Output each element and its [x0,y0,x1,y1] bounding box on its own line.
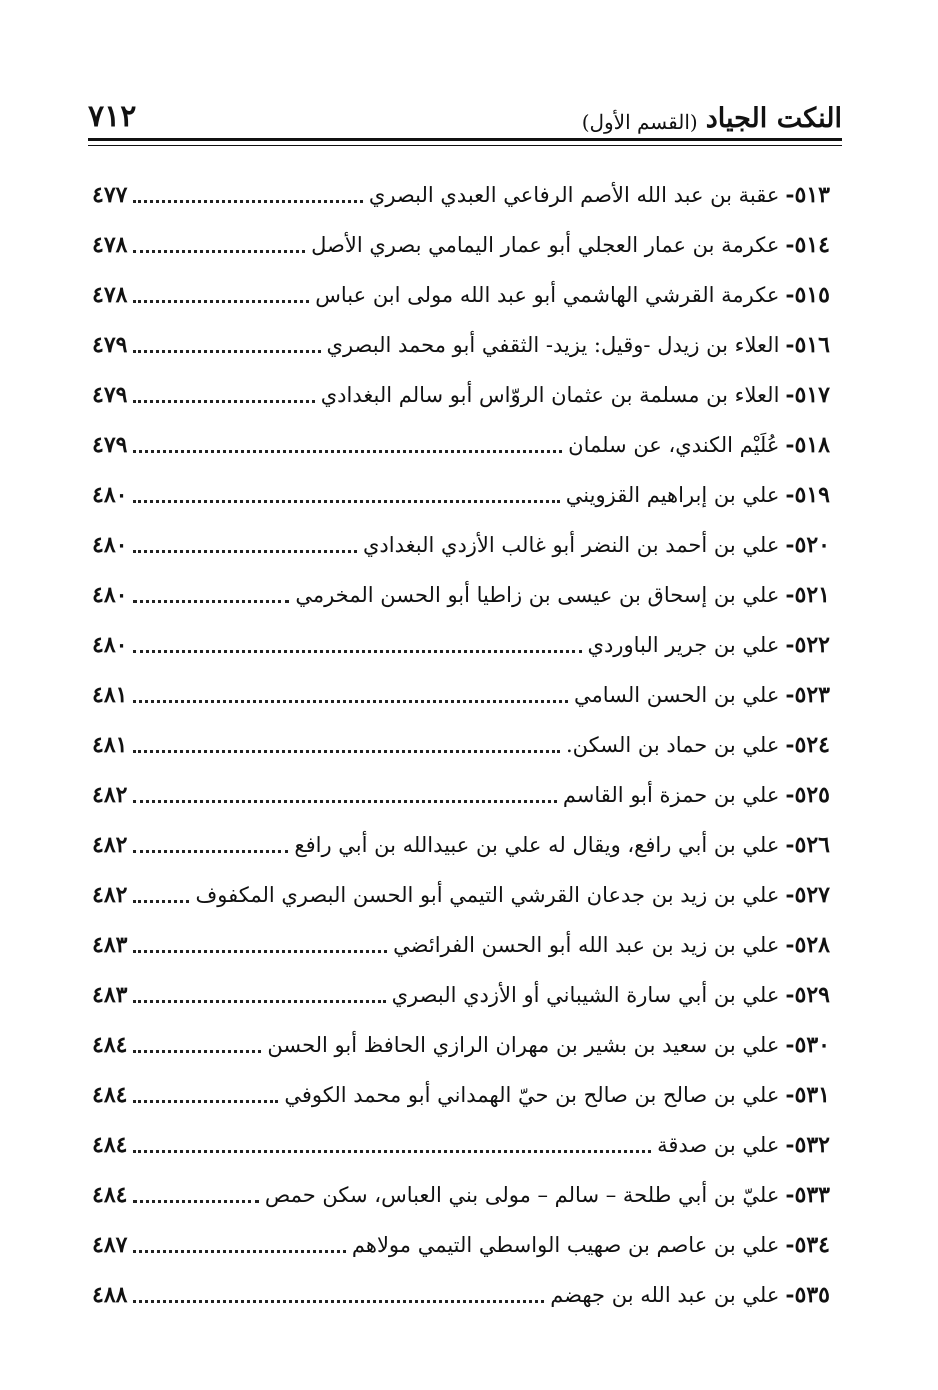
entry-dash: - [785,732,795,758]
entry-page-number: ٤٧٧ [92,182,128,208]
dot-leader [133,950,387,953]
entry-title: علي بن عاصم بن صهيب الواسطي التيمي مولاهم [351,1233,780,1257]
toc-entry [92,1170,830,1220]
running-header [88,86,842,132]
toc-entry [92,1270,830,1320]
entry-page-number: ٤٨٤ [92,1032,128,1058]
entry-dash: - [785,532,795,558]
entry-page-number: ٤٧٩ [92,332,128,358]
entry-page-number: ٤٧٩ [92,382,128,408]
entry-title: علي بن الحسن السامي [573,683,780,707]
entry-dash: - [785,582,795,608]
dot-leader [133,850,288,853]
entry-number: ٥١٣ [794,182,830,208]
toc-entry [92,420,830,470]
dot-leader [133,1250,345,1253]
entry-title: علي بن إسحاق بن عيسى بن زاطيا أبو الحسن المخرمي [295,583,780,607]
entry-number: ٥٣٠ [794,1032,830,1058]
toc-entry [92,970,830,1020]
dot-leader [133,1050,261,1053]
dot-leader [133,300,309,303]
entry-title: العلاء بن زيدل -وقيل: يزيد- الثقفي أبو محمد البصري [326,333,780,357]
entry-page-number: ٤٨٠ [92,632,128,658]
entry-dash: - [785,782,795,808]
entry-number: ٥١٤ [794,232,830,258]
dot-leader [133,400,314,403]
entry-title: عكرمة بن عمار العجلي أبو عمار اليمامي بصري الأصل [311,233,780,257]
dot-leader [133,800,556,803]
entry-dash: - [785,882,795,908]
entry-page-number: ٤٧٩ [92,432,128,458]
entry-title: علي بن أحمد بن النضر أبو غالب الأزدي البغدادي [362,533,780,557]
entry-dash: - [785,432,795,458]
header-rule-thick [88,138,842,141]
entry-number: ٥٢٨ [794,932,830,958]
entry-title: عُلَيْم الكندي، عن سلمان [568,433,780,457]
entry-page-number: ٤٨٨ [92,1282,128,1308]
entry-page-number: ٤٨٣ [92,932,128,958]
entry-number: ٥١٦ [794,332,830,358]
dot-leader [133,200,362,203]
toc-entry [92,870,830,920]
entry-title: علي بن صالح بن صالح بن حيّ الهمداني أبو محمد الكوفي [284,1083,780,1107]
toc-entry [92,470,830,520]
entry-page-number: ٤٨٢ [92,882,128,908]
entry-number: ٥٢٤ [794,732,830,758]
toc-entry [92,670,830,720]
dot-leader [133,650,581,653]
entry-number: ٥٢٥ [794,782,830,808]
entry-title: علي بن عبد الله بن جهضم [550,1283,780,1307]
entry-dash: - [785,632,795,658]
entry-title: علي بن أبي رافع، ويقال له علي بن عبيدالله بن أبي رافع [294,833,780,857]
entry-page-number: ٤٨٢ [92,782,128,808]
dot-leader [133,600,289,603]
entry-page-number: ٤٨٤ [92,1132,128,1158]
toc-entry [92,520,830,570]
toc-entry [92,770,830,820]
toc-entry [92,220,830,270]
entry-page-number: ٤٨٠ [92,582,128,608]
entry-dash: - [785,1282,795,1308]
entry-dash: - [785,932,795,958]
entry-dash: - [785,682,795,708]
entry-number: ٥٢٣ [794,682,830,708]
entry-page-number: ٤٨٢ [92,832,128,858]
toc-entry [92,570,830,620]
toc-entry [92,820,830,870]
dot-leader [133,350,320,353]
entry-title: علي بن حمزة أبو القاسم [562,783,780,807]
entry-title: علي بن زيد بن عبد الله أبو الحسن الفرائضي [393,933,780,957]
entry-title: علي بن حماد بن السكن. [565,733,780,757]
entry-title: علي بن زيد بن جدعان القرشي التيمي أبو الحسن البصري المكفوف [195,883,780,907]
entry-dash: - [785,482,795,508]
table-of-contents [92,170,830,1320]
entry-dash: - [785,1032,795,1058]
entry-number: ٥٢٢ [794,632,830,658]
entry-dash: - [785,232,795,258]
entry-dash: - [785,1232,795,1258]
entry-dash: - [785,182,795,208]
book-title-part: (القسم الأول) [581,110,698,134]
toc-entry [92,1070,830,1120]
entry-title: علي بن سعيد بن بشير بن مهران الرازي الحافظ أبو الحسن [267,1033,780,1057]
entry-number: ٥١٥ [794,282,830,308]
dot-leader [133,500,559,503]
dot-leader [133,1150,651,1153]
entry-number: ٥٣١ [794,1082,830,1108]
entry-number: ٥٢٠ [794,532,830,558]
entry-number: ٥٣٥ [794,1282,830,1308]
toc-entry [92,920,830,970]
dot-leader [133,450,562,453]
dot-leader [133,750,560,753]
entry-page-number: ٤٨٣ [92,982,128,1008]
entry-title: العلاء بن مسلمة بن عثمان الروّاس أبو سالم البغدادي [320,383,780,407]
entry-title: علي بن أبي سارة الشيباني أو الأزدي البصري [391,983,780,1007]
toc-entry [92,1120,830,1170]
entry-dash: - [785,382,795,408]
book-title [582,105,842,132]
entry-dash: - [785,282,795,308]
entry-title: علي بن إبراهيم القزويني [565,483,780,507]
entry-number: ٥١٨ [794,432,830,458]
entry-title: علي بن جرير الباوردي [587,633,780,657]
entry-page-number: ٤٨١ [92,732,128,758]
toc-entry [92,270,830,320]
toc-entry [92,370,830,420]
entry-number: ٥٣٤ [794,1232,830,1258]
entry-number: ٥١٧ [794,382,830,408]
entry-number: ٥١٩ [794,482,830,508]
dot-leader [133,250,305,253]
toc-entry [92,720,830,770]
entry-page-number: ٤٨٠ [92,482,128,508]
dot-leader [133,900,189,903]
entry-dash: - [785,1082,795,1108]
entry-dash: - [785,1132,795,1158]
entry-number: ٥٣٢ [794,1132,830,1158]
dot-leader [133,550,357,553]
toc-entry [92,1220,830,1270]
entry-number: ٥٢٧ [794,882,830,908]
entry-number: ٥٢٩ [794,982,830,1008]
toc-entry [92,1020,830,1070]
entry-dash: - [785,832,795,858]
entry-page-number: ٤٨٤ [92,1182,128,1208]
dot-leader [133,1300,544,1303]
entry-title: علي بن صدقة [657,1133,780,1157]
dot-leader [133,1200,258,1203]
entry-dash: - [785,332,795,358]
book-title-main: النكت الجياد [705,103,842,134]
entry-page-number: ٤٨١ [92,682,128,708]
entry-number: ٥٣٣ [794,1182,830,1208]
toc-entry [92,620,830,670]
entry-number: ٥٢٦ [794,832,830,858]
dot-leader [133,1100,278,1103]
dot-leader [133,1000,385,1003]
dot-leader [133,700,567,703]
entry-page-number: ٤٨٠ [92,532,128,558]
entry-page-number: ٤٧٨ [92,232,128,258]
entry-dash: - [785,982,795,1008]
toc-entry [92,320,830,370]
entry-page-number: ٤٨٤ [92,1082,128,1108]
header-rule-thin [88,145,842,146]
entry-page-number: ٤٨٧ [92,1232,128,1258]
entry-page-number: ٤٧٨ [92,282,128,308]
entry-title: عقبة بن عبد الله الأصم الرفاعي العبدي البصري [368,183,780,207]
page-number: ٧١٢ [88,99,137,134]
entry-title: عكرمة القرشي الهاشمي أبو عبد الله مولى ابن عباس [315,283,780,307]
entry-number: ٥٢١ [794,582,830,608]
entry-dash: - [785,1182,795,1208]
toc-entry [92,170,830,220]
entry-title: عليّ بن أبي طلحة – سالم – مولى بني العباس، سكن حمص [264,1183,780,1207]
